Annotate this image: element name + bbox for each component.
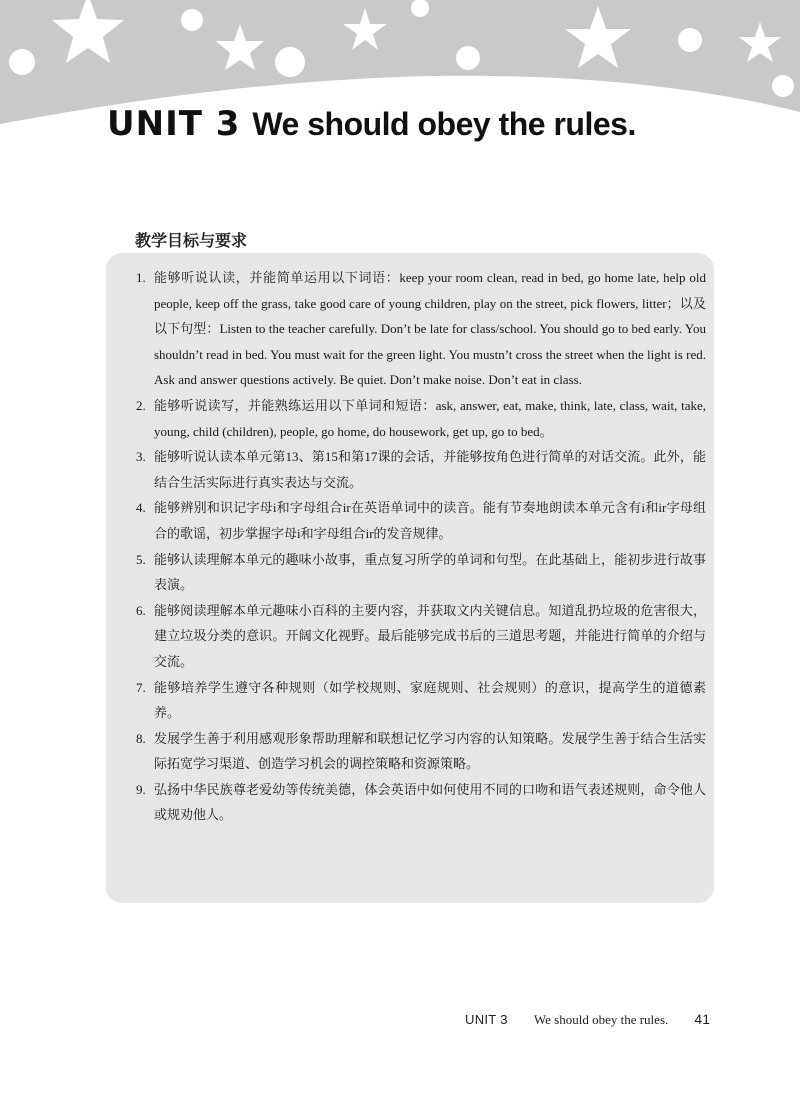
- objective-text: 能够阅读理解本单元趣味小百科的主要内容，并获取文内关键信息。知道乱扔垃圾的危害很大，建立垃圾分类的意识。开阔文化视野。最后能够完成书后的三道思考题，并能进行简单的介绍与交流。: [154, 602, 706, 669]
- objective-text: 发展学生善于利用感观形象帮助理解和联想记忆学习内容的认知策略。发展学生善于结合生活实际拓宽学习渠道、创造学习机会的调控策略和资源策略。: [154, 730, 706, 772]
- objective-item: [136, 547, 706, 598]
- objective-number: 1.: [136, 270, 146, 285]
- objective-item: [136, 726, 706, 777]
- objective-text: 弘扬中华民族尊老爱幼等传统美德，体会英语中如何使用不同的口吻和语气表述规则，命令他人或规劝他人。: [154, 781, 706, 823]
- unit-label: UNIT 3: [107, 104, 241, 144]
- objective-item: [136, 265, 706, 393]
- objective-number: 6.: [136, 602, 146, 618]
- unit-subtitle: We should obey the rules.: [252, 106, 636, 142]
- section-heading: 教学目标与要求: [135, 231, 248, 250]
- objective-item: [136, 444, 706, 495]
- objective-item: [136, 777, 706, 828]
- objective-item: [136, 393, 706, 444]
- objective-number: 9.: [136, 781, 146, 797]
- objective-text: 能够认读理解本单元的趣味小故事，重点复习所学的单词和句型。在此基础上，能初步进行故事表演。: [154, 551, 706, 593]
- objective-text: 能够听说认读，并能简单运用以下词语：keep your room clean, read in bed, go home late, help old people, keep off the grass, take good care of young children, play on the street, pick flowers, litter；以及以下句型：Listen to the teacher carefully. Don’t be late for class/school. You should go to bed early. You shouldn’t read in bed. You must wait for the green light. You mustn’t cross the street when the light is red. Ask and answer questions actively. Be quiet. Don’t make noise. Don’t eat in class.: [154, 270, 706, 388]
- objective-item: [136, 598, 706, 675]
- objective-number: 8.: [136, 730, 146, 746]
- unit-title: [107, 98, 636, 156]
- page-number: 41: [694, 1011, 710, 1027]
- objective-item: [136, 495, 706, 546]
- page-footer: [465, 1011, 710, 1028]
- objective-number: 4.: [136, 500, 146, 516]
- objective-number: 2.: [136, 397, 146, 413]
- objective-text: 能够培养学生遵守各种规则（如学校规则、家庭规则、社会规则）的意识，提高学生的道德素养。: [154, 679, 706, 721]
- objective-item: [136, 675, 706, 726]
- footer-title: We should obey the rules.: [533, 1012, 669, 1027]
- objective-text: 能够听说读写，并能熟练运用以下单词和短语：ask, answer, eat, make, think, late, class, wait, take, young, child (children), people, go home, do housework, get up, go to bed。: [154, 397, 706, 439]
- objective-number: 7.: [136, 679, 146, 695]
- objective-text: 能够听说认读本单元第13、第15和第17课的会话，并能够按角色进行简单的对话交流。此外，能结合生活实际进行真实表达与交流。: [154, 449, 706, 490]
- objective-text: 能够辨别和识记字母i和字母组合ir在英语单词中的读音。能有节奏地朗读本单元含有i和ir字母组合的歌谣，初步掌握字母i和字母组合ir的发音规律。: [154, 500, 706, 541]
- objectives-list: [136, 265, 706, 828]
- footer-unit: UNIT 3: [465, 1012, 508, 1027]
- objective-number: 3.: [136, 449, 146, 465]
- objective-number: 5.: [136, 551, 146, 567]
